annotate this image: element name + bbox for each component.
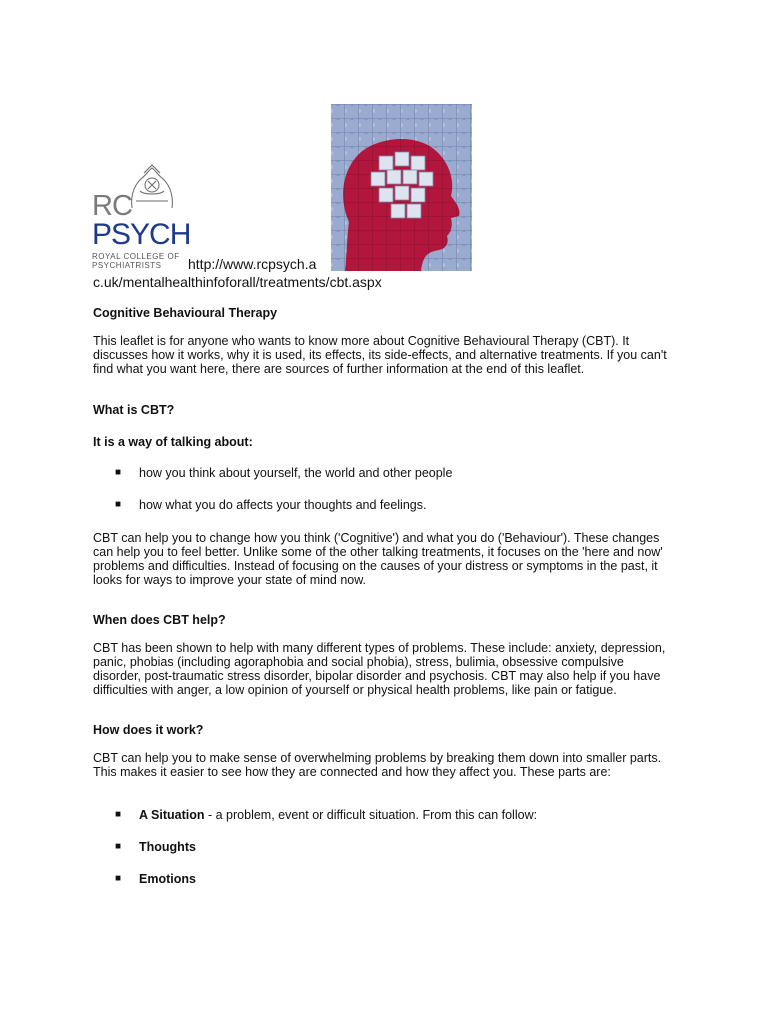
- logo-subtitle: [92, 252, 184, 270]
- when-paragraph: CBT has been shown to help with many different types of problems. These include: anxiety, depression, panic, phobias (including agoraphobia and social phobia), stress, bulimia, obsessive compulsive disorder, post-traumatic stress disorder, bipolar disorder and psychosis. CBT may also help if you have difficulties with anger, a low opinion of yourself or physical health problems, like pain or fatigue.: [93, 641, 666, 697]
- list-item: [93, 840, 673, 854]
- page-title: Cognitive Behavioural Therapy: [93, 306, 278, 320]
- list-item-bold: Thoughts: [139, 840, 196, 854]
- list-item: [93, 498, 673, 512]
- bullet-icon: ■: [115, 499, 122, 510]
- list-item-text: how what you do affects your thoughts and feelings.: [139, 498, 427, 512]
- source-url-line-1[interactable]: http://www.rcpsych.a: [188, 256, 317, 272]
- puzzle-head-image: [331, 104, 472, 271]
- list-item: [93, 808, 673, 822]
- list-item: [93, 466, 673, 480]
- rcpsych-logo: [92, 163, 191, 273]
- topics-list: [93, 466, 673, 512]
- document-body: [93, 300, 673, 886]
- logo-rc-text: RC: [92, 190, 132, 222]
- logo-sub-line-2: PSYCHIATRISTS: [92, 261, 162, 270]
- bullet-icon: ■: [115, 809, 122, 820]
- logo-sub-line-1: ROYAL COLLEGE OF: [92, 252, 180, 261]
- heading-way-of-talking: It is a way of talking about:: [93, 435, 253, 449]
- list-item-text: how you think about yourself, the world and other people: [139, 466, 453, 480]
- logo-psych-text: PSYCH: [92, 218, 191, 251]
- intro-paragraph: This leaflet is for anyone who wants to know more about Cognitive Behavioural Therapy (CBT). It discusses how it works, why it is used, its effects, its side-effects, and alternative treatments. If you can't find what you want here, there are sources of further information at the end of this leaflet.: [93, 334, 667, 376]
- heading-how-does-it-work: How does it work?: [93, 723, 204, 737]
- list-item-bold: A Situation: [139, 808, 205, 822]
- cbt-description-paragraph: CBT can help you to change how you think ('Cognitive') and what you do ('Behaviour'). These changes can help you to feel better. Unlike some of the other talking treatments, it focuses on the 'here and now' problems and difficulties. Instead of focusing on the causes of your distress or symptoms in the past, it looks for ways to improve your state of mind now.: [93, 531, 663, 587]
- source-url-line-2[interactable]: c.uk/mentalhealthinfoforall/treatments/cbt.aspx: [93, 274, 382, 290]
- bullet-icon: ■: [115, 841, 122, 852]
- heading-when-does-cbt-help: When does CBT help?: [93, 613, 226, 627]
- list-item-bold: Emotions: [139, 872, 196, 886]
- list-item: [93, 872, 673, 886]
- list-item-text: - a problem, event or difficult situation. From this can follow:: [204, 808, 538, 822]
- heading-what-is-cbt: What is CBT?: [93, 403, 175, 417]
- bullet-icon: ■: [115, 873, 122, 884]
- how-paragraph: CBT can help you to make sense of overwhelming problems by breaking them down into smaller parts. This makes it easier to see how they are connected and how they affect you. These parts are:: [93, 751, 662, 779]
- parts-list: [93, 808, 673, 886]
- bullet-icon: ■: [115, 467, 122, 478]
